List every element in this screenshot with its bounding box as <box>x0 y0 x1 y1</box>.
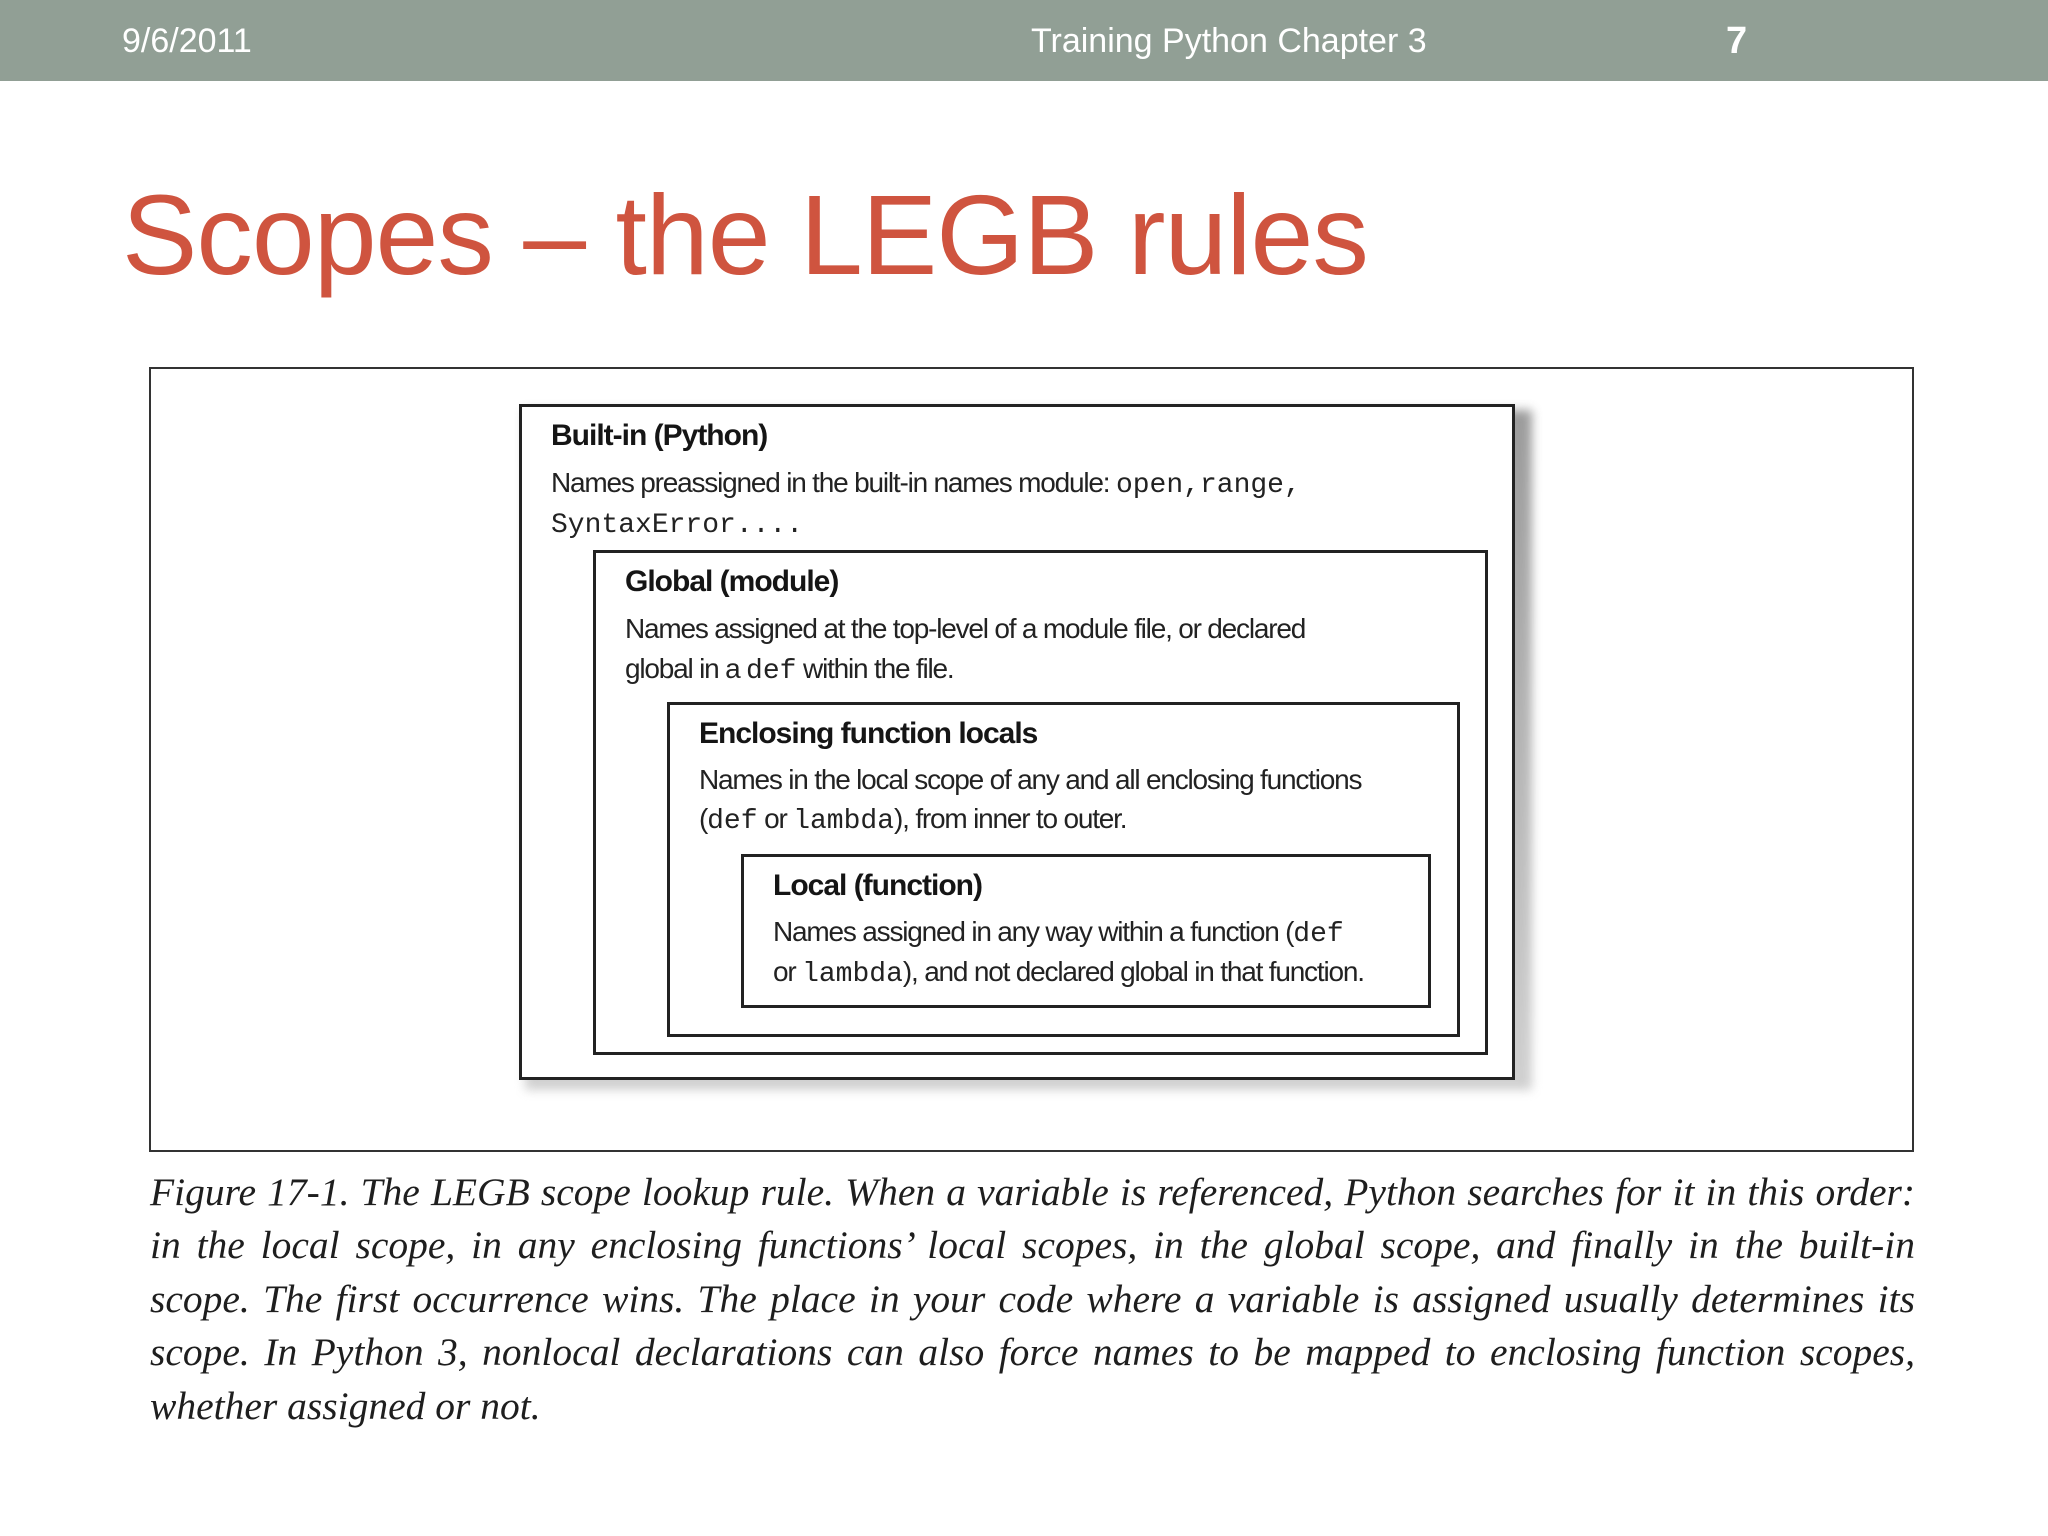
text-segment: Names preassigned in the built-in names module: <box>551 467 1116 498</box>
builtin-scope-line-2 <box>551 503 803 546</box>
code-token: def <box>746 656 797 687</box>
header-date: 9/6/2011 <box>122 22 252 60</box>
global-scope-heading: Global (module) <box>625 565 839 598</box>
text-segment: ( <box>699 803 708 834</box>
builtin-scope-heading: Built-in (Python) <box>551 419 768 452</box>
header-title: Training Python Chapter 3 <box>1031 22 1427 60</box>
code-token: open,range, <box>1115 470 1301 501</box>
text-segment: Names assigned in any way within a function ( <box>773 916 1294 947</box>
text-segment: global in a <box>625 653 747 684</box>
local-scope-heading: Local (function) <box>773 869 982 902</box>
text-segment: Names in the local scope of any and all enclosing functions <box>699 764 1362 795</box>
local-scope-line-2 <box>773 952 1364 995</box>
enclosing-scope-line-2 <box>699 799 1126 842</box>
global-scope-line-1 <box>625 609 1305 649</box>
page-number: 7 <box>1726 20 1748 62</box>
figure-caption: Figure 17-1. The LEGB scope lookup rule. When a variable is referenced, Python searches for it in this order: in the local scope, in any enclosing functions’ local scopes, in the global scope, and finally in the built-in scope. The first occurrence wins. The place in your code where a variable is assigned usually determines its scope. In Python 3, nonlocal declarations can also force names to be mapped to enclosing function scopes, whether assigned or not. <box>150 1170 1915 1428</box>
figure-frame <box>149 367 1914 1152</box>
enclosing-scope-line-1 <box>699 760 1361 800</box>
code-token: SyntaxError.... <box>551 510 804 541</box>
text-segment: Names assigned at the top-level of a module file, or declared <box>625 613 1306 644</box>
global-scope-line-2 <box>625 649 954 692</box>
text-segment: or <box>773 956 803 987</box>
text-segment: ), and not declared global in that function. <box>902 956 1364 987</box>
local-scope-line-1 <box>773 912 1344 955</box>
builtin-scope-line-1 <box>551 463 1301 506</box>
text-segment: ), from inner to outer. <box>894 803 1127 834</box>
code-token: def <box>1293 919 1344 950</box>
code-token: lambda <box>793 806 895 837</box>
text-segment: or <box>757 803 794 834</box>
slide-title: Scopes – the LEGB rules <box>122 172 1368 298</box>
text-segment: within the file. <box>796 653 954 684</box>
code-token: lambda <box>802 959 903 990</box>
enclosing-scope-heading: Enclosing function locals <box>699 717 1038 750</box>
header-bar <box>0 0 2048 81</box>
code-token: def <box>707 806 758 837</box>
